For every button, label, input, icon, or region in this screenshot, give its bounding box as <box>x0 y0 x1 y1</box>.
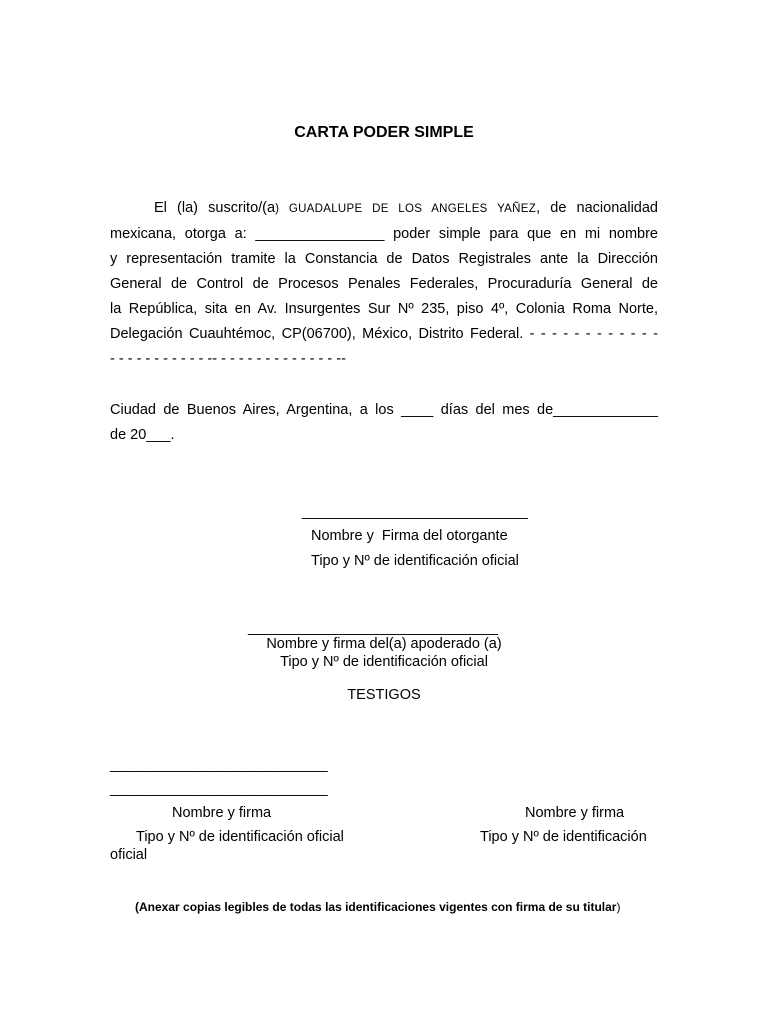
witnesses-heading: TESTIGOS <box>347 687 421 703</box>
witness-left-id-continuation: oficial <box>110 847 148 863</box>
annex-note: (Anexar copias legibles de todas las identificaciones vigentes con firma de su titular) <box>135 900 621 914</box>
body-line-6: Delegación Cuauhtémoc, CP(06700), México, Distrito Federal. - - - - - - - - - - - - <box>110 326 658 342</box>
witness-signature-line-2: ___________________________ <box>110 781 328 797</box>
place-date-line-1: Ciudad de Buenos Aires, Argentina, a los ____ días del mes de_____________ <box>110 402 658 418</box>
body-line-3: y representación tramite la Constancia de Datos Registrales ante la Dirección <box>110 251 658 267</box>
witness-left-id-label: Tipo y Nº de identificación oficial <box>136 829 344 845</box>
grantor-id-label: Tipo y Nº de identificación oficial <box>311 553 519 569</box>
place-date-paragraph <box>110 398 658 448</box>
body-paragraph <box>110 196 658 372</box>
body-line-1: El (la) suscrito/(a) GUADALUPE DE LOS ANGELES YAÑEZ, de nacionalidad <box>154 200 658 216</box>
attorney-id-label: Tipo y Nº de identificación oficial <box>280 654 488 670</box>
grantor-signature-line: ____________________________ <box>302 504 528 520</box>
attorney-name-label: Nombre y firma del(a) apoderado (a) <box>266 636 502 652</box>
document-title: CARTA PODER SIMPLE <box>294 124 474 141</box>
body-line-7: - - - - - - - - - - - -- - - - - - - - - - - - - - -- <box>110 351 346 367</box>
witness-signature-line-1: ___________________________ <box>110 757 328 773</box>
body-line-4: General de Control de Procesos Penales Federales, Procuraduría General de <box>110 276 658 292</box>
witness-right-name-label: Nombre y firma <box>525 805 625 821</box>
place-date-line-2: de 20___. <box>110 427 175 443</box>
body-line-5: la República, sita en Av. Insurgentes Sur Nº 235, piso 4º, Colonia Roma Norte, <box>110 301 658 317</box>
witness-right-id-label: Tipo y Nº de identificación <box>480 829 647 845</box>
attorney-signature-line: _______________________________ <box>248 620 498 636</box>
grantor-name: ) GUADALUPE DE LOS ANGELES YAÑEZ <box>275 203 537 215</box>
witness-left-name-label: Nombre y firma <box>172 805 272 821</box>
grantor-name-label: Nombre y Firma del otorgante <box>311 528 508 544</box>
body-line-2: mexicana, otorga a: ________________ poder simple para que en mi nombre <box>110 226 658 242</box>
